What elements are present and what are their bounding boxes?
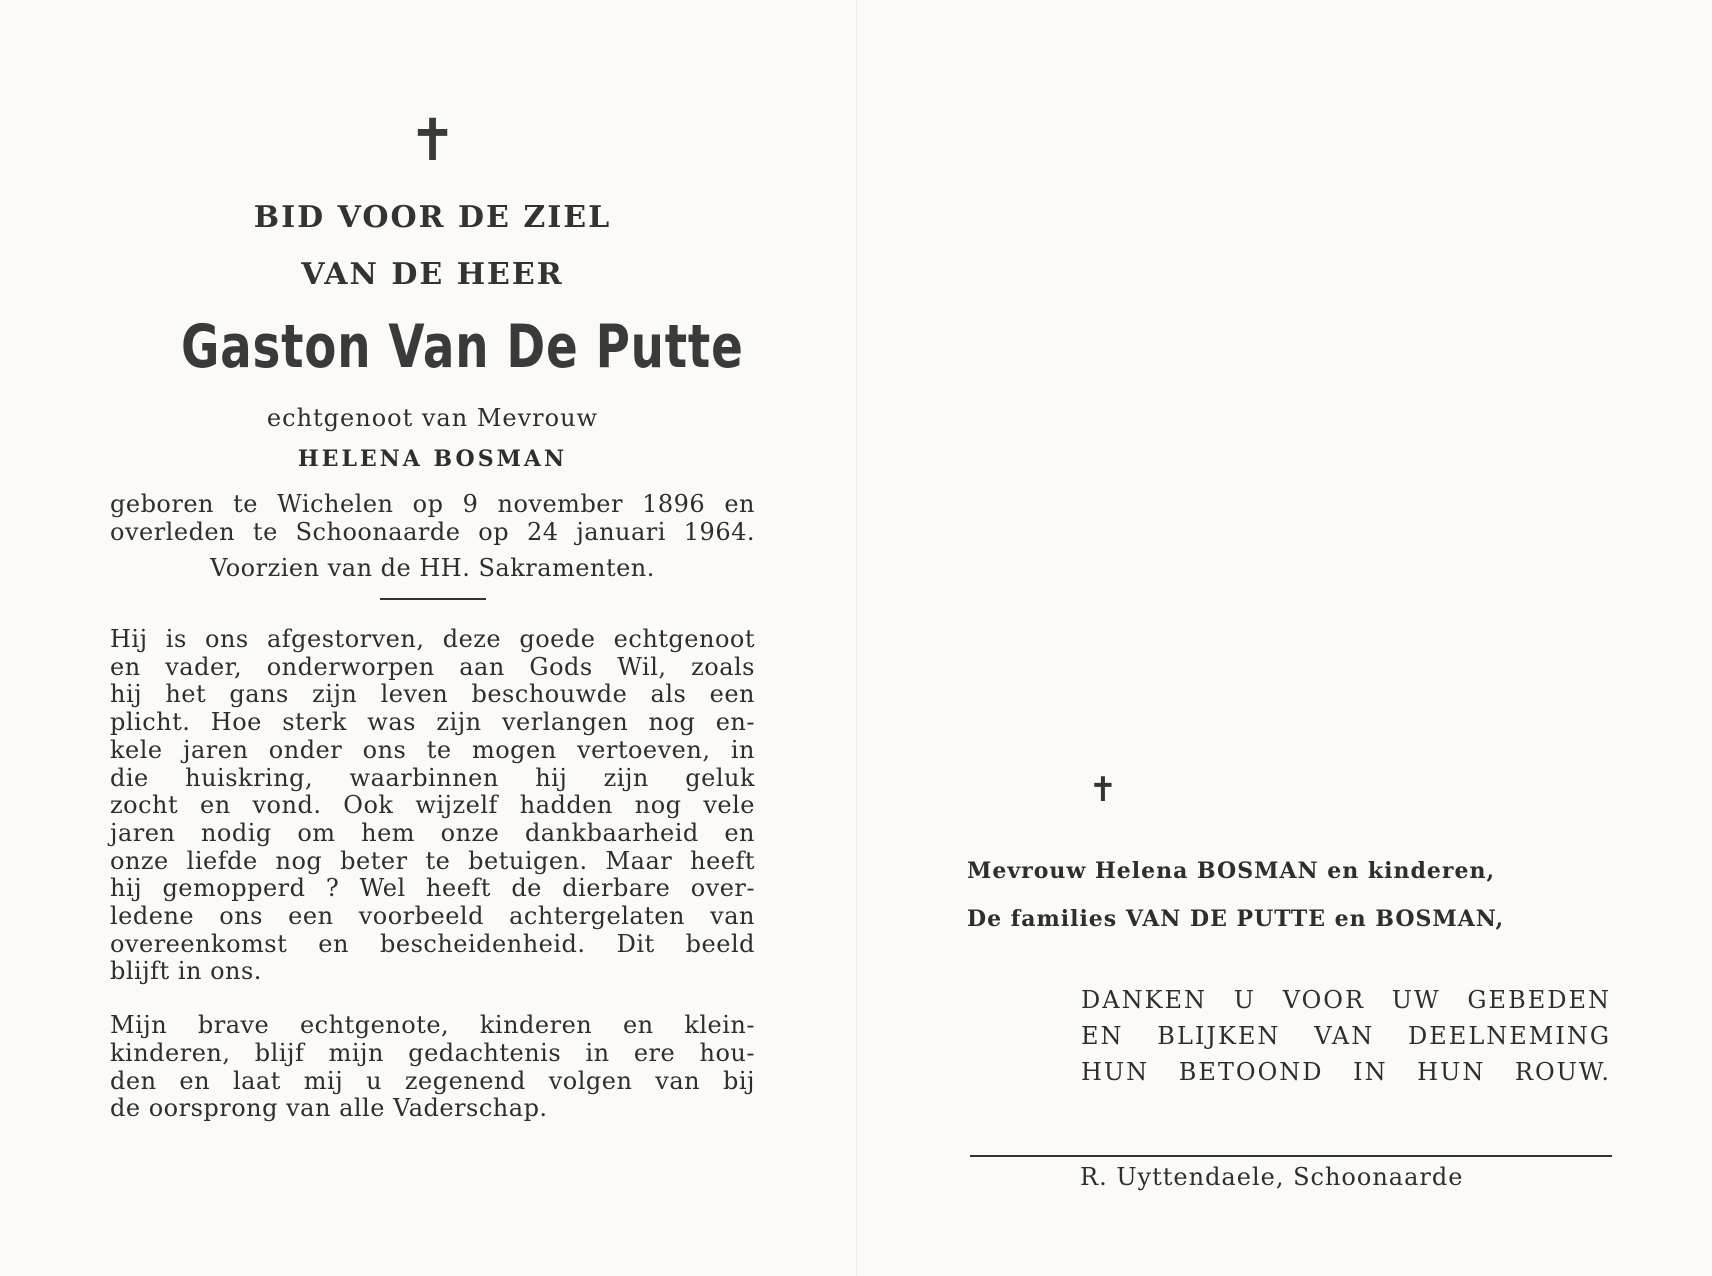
paragraph-line: kele jaren onder ons te mogen vertoeven, in	[110, 735, 755, 764]
paragraph-line: hij het gans zijn leven beschouwde als een	[110, 680, 755, 709]
dates-line: geboren te Wichelen op 9 november 1896 en	[110, 490, 755, 518]
family-line-1: Mevrouw Helena BOSMAN en kinderen,	[967, 858, 1496, 884]
card-fold-line	[856, 0, 857, 1276]
paragraph-line: plicht. Hoe sterk was zijn verlangen nog en-	[110, 708, 755, 737]
paragraph-line: blijft in ons.	[110, 957, 262, 986]
thanks-line: HUN BETOOND IN HUN ROUW.	[1081, 1058, 1611, 1086]
deceased-name: Gaston Van De Putte	[180, 312, 744, 382]
paragraph-line: die huiskring, waarbinnen hij zijn geluk	[110, 763, 755, 792]
paragraph-line: zocht en vond. Ook wijzelf hadden nog vele	[110, 791, 755, 820]
thanks-line: DANKEN U VOOR UW GEBEDEN	[1081, 986, 1611, 1014]
paragraph-line: den en laat mij u zegenend volgen van bij	[110, 1066, 755, 1095]
thanks-line: EN BLIJKEN VAN DEELNEMING	[1081, 1022, 1611, 1050]
paragraph-line: en vader, onderworpen aan Gods Wil, zoals	[110, 652, 755, 681]
prayer-heading-line1: BID VOOR DE ZIEL	[253, 200, 612, 235]
spouse-name: HELENA BOSMAN	[297, 446, 568, 472]
divider	[970, 1155, 1612, 1157]
paragraph-line: Hij is ons afgestorven, deze goede echtgenoot	[110, 625, 755, 653]
small-cross-icon: ✝	[1088, 770, 1118, 810]
memorial-paragraph-2	[110, 1012, 755, 1123]
birth-death-dates	[110, 490, 755, 546]
paragraph-line: ledene ons een voorbeeld achtergelaten van	[110, 902, 755, 931]
paragraph-line: kinderen, blijf mijn gedachtenis in ere hou-	[110, 1038, 755, 1067]
family-line-2: De families VAN DE PUTTE en BOSMAN,	[967, 906, 1505, 932]
sacraments-line: Voorzien van de HH. Sakramenten.	[210, 554, 655, 582]
paragraph-line: onze liefde nog beter te betuigen. Maar heeft	[110, 846, 755, 875]
divider	[380, 598, 486, 600]
paragraph-line: jaren nodig om hem onze dankbaarheid en	[110, 818, 755, 847]
paragraph-line: overeenkomst en bescheidenheid. Dit beeld	[110, 929, 755, 958]
paragraph-line: hij gemopperd ? Wel heeft de dierbare over-	[110, 874, 755, 903]
paragraph-line: Mijn brave echtgenote, kinderen en klein-	[110, 1011, 755, 1040]
cross-icon: ✝	[408, 106, 457, 174]
memorial-paragraph-1	[110, 626, 755, 986]
printer-credit: R. Uyttendaele, Schoonaarde	[1080, 1163, 1464, 1191]
prayer-heading-line2: VAN DE HEER	[301, 257, 564, 292]
paragraph-line: de oorsprong van alle Vaderschap.	[110, 1094, 548, 1123]
dates-line: overleden te Schoonaarde op 24 januari 1964.	[110, 518, 755, 546]
spouse-intro: echtgenoot van Mevrouw	[266, 404, 599, 432]
left-panel	[110, 106, 755, 1123]
thanks-block	[1081, 982, 1611, 1090]
